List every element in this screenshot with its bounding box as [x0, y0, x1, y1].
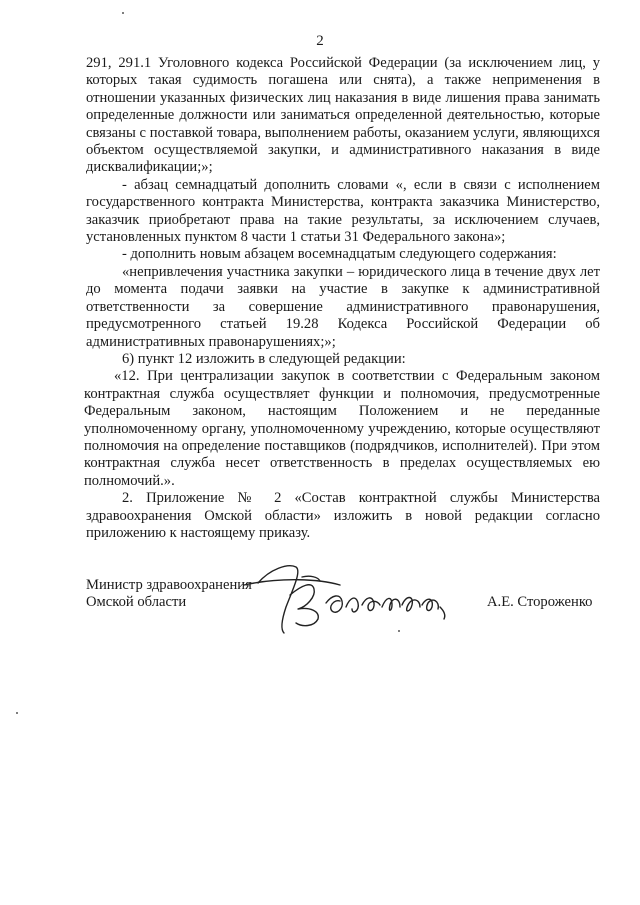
signatory-position-line2: Омской области [86, 594, 187, 611]
scan-speck [16, 712, 18, 714]
signatory-name: А.Е. Стороженко [487, 594, 593, 610]
paragraph-item-12-text: «12. При централизации закупок в соответствии с Федеральным законом контрактная служба осуществляет функции и полномочия, предусмотренные Федеральным законом, настоящим Положением и не переданные уполномоченному органу, уполномоченному учреждению, которые осуществляют полномочия на определение поставщиков (подрядчиков, исполнителей). При этом контрактная служба несет ответственность в пределах осуществляемых ею полномочий.». [84, 368, 600, 489]
paragraph-item-2: 2. Приложение № 2 «Состав контрактной службы Министерства здравоохранения Омской области» изложить в новой редакции согласно приложению к настоящему приказу. [86, 490, 600, 541]
paragraph-continuation: 291, 291.1 Уголовного кодекса Российской Федерации (за исключением лиц, у которых такая судимость погашена или снята), а также неприменения в отношении указанных физических лиц наказания в виде лишения права занимать определенные должности или заниматься определенной деятельностью, которые связаны с поставкой товара, выполнением работы, оказанием услуги, являющихся объектом осуществляемой закупки, и административного наказания в виде дисквалификации;»; [86, 55, 600, 176]
handwritten-signature [240, 555, 455, 640]
signatory-position [86, 577, 252, 612]
scan-speck [122, 12, 124, 14]
paragraph-item-6: 6) пункт 12 изложить в следующей редакции: [122, 350, 406, 367]
scan-speck [398, 630, 400, 632]
paragraph-amendment-17: - абзац семнадцатый дополнить словами «, если в связи с исполнением государственного контракта Министерства, контракта заказчика Министерство, заказчик приобретают права на такие результаты, за исключением случаев, установленных пунктом 8 части 1 статьи 31 Федерального закона»; [86, 176, 600, 246]
signatory-position-line1: Министр здравоохранения [86, 577, 252, 593]
paragraph-amendment-18-intro: - дополнить новым абзацем восемнадцатым следующего содержания: [122, 246, 557, 263]
document-body [86, 55, 600, 542]
paragraph-amendment-18-text: «непривлечения участника закупки – юридического лица в течение двух лет до момента подачи заявки на участие в закупке к административной ответственности за совершение административного правонарушения, предусмотренного статьей 19.28 Кодекса Российской Федерации об административных правонарушениях;»; [86, 263, 600, 350]
page-number: 2 [316, 33, 324, 49]
